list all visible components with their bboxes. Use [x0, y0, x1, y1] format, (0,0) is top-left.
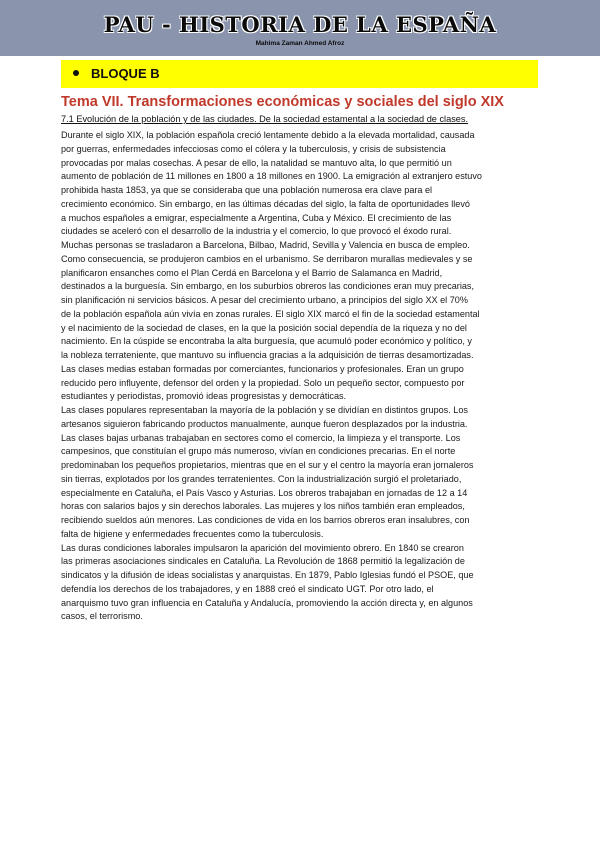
text-line: Durante el siglo XIX, la población española creció lentamente debido a la elevada mortalidad, causada [61, 130, 475, 140]
tema-heading: Tema VII. Transformaciones económicas y sociales del siglo XIX [61, 94, 504, 110]
text-line: sin tierras, explotados por los grandes terratenientes. Con la industrialización surgió el proletariado, [61, 473, 462, 484]
text-line: ciudades se aceleró con el desarrollo de la industria y el comercio, lo que provocó el éxodo rural. [61, 226, 452, 237]
text-line: aumento de población de 11 millones en 1800 a 18 millones en 1900. La emigración al extranjero estuvo [61, 171, 482, 182]
text-line: Muchas personas se trasladaron a Barcelona, Bilbao, Madrid, Sevilla y Valencia en busca de empleo. [61, 240, 470, 250]
text-line: a muchos españoles a emigrar, especialmente a Argentina, Cuba y México. El crecimiento de las [61, 212, 452, 223]
text-line: falta de higiene y enfermedades frecuentes como la tuberculosis. [61, 528, 324, 539]
bloque-banner [61, 60, 538, 88]
text-line: sindicatos y la difusión de ideas socialistas y anarquistas. En 1879, Pablo Iglesias fundó el PSOE, que [61, 570, 474, 580]
text-line: estudiantes y periodistas, promovió ideas progresistas y democráticas. [61, 391, 347, 402]
text-line: crecimiento económico. Sin embargo, en las últimas décadas del siglo, la falta de oportunidades llevó [61, 198, 470, 209]
text-line: anarquismo tuvo gran influencia en Cataluña y Andalucía, promoviendo la acción directa y, en algunos [61, 597, 473, 608]
text-line: por guerras, enfermedades infecciosas como el cólera y la tuberculosis, y crisis de subsistencia [61, 143, 446, 154]
text-line: provocadas por malas cosechas. A pesar de ello, la natalidad se mantuvo alta, lo que permitió un [61, 157, 452, 168]
bullet-icon [73, 70, 79, 76]
text-line: defendía los derechos de los trabajadores, y en 1888 creó el sindicato UGT. Por otro lado, el [61, 583, 434, 594]
page-header [0, 0, 600, 56]
text-line: artesanos siguieron fabricando productos manualmente, aunque fueron desplazados por la industria. [61, 418, 468, 429]
text-line: Las clases bajas urbanas trabajaban en sectores como el comercio, la limpieza y el transporte. Los [61, 432, 461, 443]
text-line: reducido pero influyente, defensor del orden y la propiedad. Solo un pequeño sector, compuesto por [61, 377, 465, 388]
bloque-label: BLOQUE B [91, 66, 160, 81]
text-line: y el nacimiento de la sociedad de clases, en la que la posición social dependía de la riqueza y no del [61, 322, 467, 333]
text-line: Las clases populares representaban la mayoría de la población y se dividían en distintos grupos. Los [61, 405, 468, 415]
text-line: planificaron ensanches como el Plan Cerdá en Barcelona y el Barrio de Salamanca en Madrid, [61, 267, 443, 278]
text-line: casos, el terrorismo. [61, 611, 143, 622]
text-line: prohibida hasta 1853, ya que se consideraba que una población numerosa era clave para el [61, 185, 433, 195]
body-text [61, 129, 556, 624]
text-line: Las duras condiciones laborales impulsaron la aparición del movimiento obrero. En 1840 se crearon [61, 542, 464, 553]
text-line: Como consecuencia, se produjeron cambios en el urbanismo. Se derribaron murallas medievales y se [61, 253, 473, 264]
text-line: horas con salarios bajos y sin derechos laborales. Las mujeres y los niños también eran empleados, [61, 501, 465, 512]
document-title: PAU - HISTORIA DE LA ESPAÑA [103, 12, 497, 37]
text-line: las primeras asociaciones sindicales en Cataluña. La Revolución de 1868 permitió la legalización de [61, 556, 465, 567]
text-line: la nobleza terrateniente, que mantuvo su influencia gracias a la adquisición de tierras desamortizadas. [61, 350, 474, 360]
section-subtitle: 7.1 Evolución de la población y de las ciudades. De la sociedad estamental a la sociedad de clases. [61, 114, 469, 124]
text-line: especialmente en Cataluña, el País Vasco y Asturias. Los obreros trabajaban en jornadas de 12 a 14 [61, 487, 468, 498]
text-line: predominaban los pequeños propietarios, mientras que en el sur y el centro la mayoría eran jornaleros [61, 460, 474, 470]
text-line: recibiendo sueldos aún menores. Las condiciones de vida en los barrios obreros eran insalubres, con [61, 515, 470, 525]
text-line: nacimiento. En la cúspide se encontraba la alta burguesía, que acumuló poder económico y político, y [61, 336, 472, 347]
text-line: sin planificación ni servicios básicos. A pesar del crecimiento urbano, a principios del siglo XX el 70% [61, 295, 468, 305]
text-line: destinados a la burguesía. Sin embargo, en los suburbios obreros las condiciones eran muy precarias, [61, 281, 474, 292]
text-line: Las clases medias estaban formadas por comerciantes, funcionarios y profesionales. Eran un grupo [61, 363, 464, 374]
text-line: de la población española aún vivía en zonas rurales. El siglo XIX marcó el fin de la sociedad estamental [61, 308, 480, 319]
text-line: campesinos, que constituían el grupo más numeroso, vivían en condiciones precarias. En el norte [61, 446, 456, 457]
author-name: Mahima Zaman Ahmed Afroz [255, 40, 345, 47]
